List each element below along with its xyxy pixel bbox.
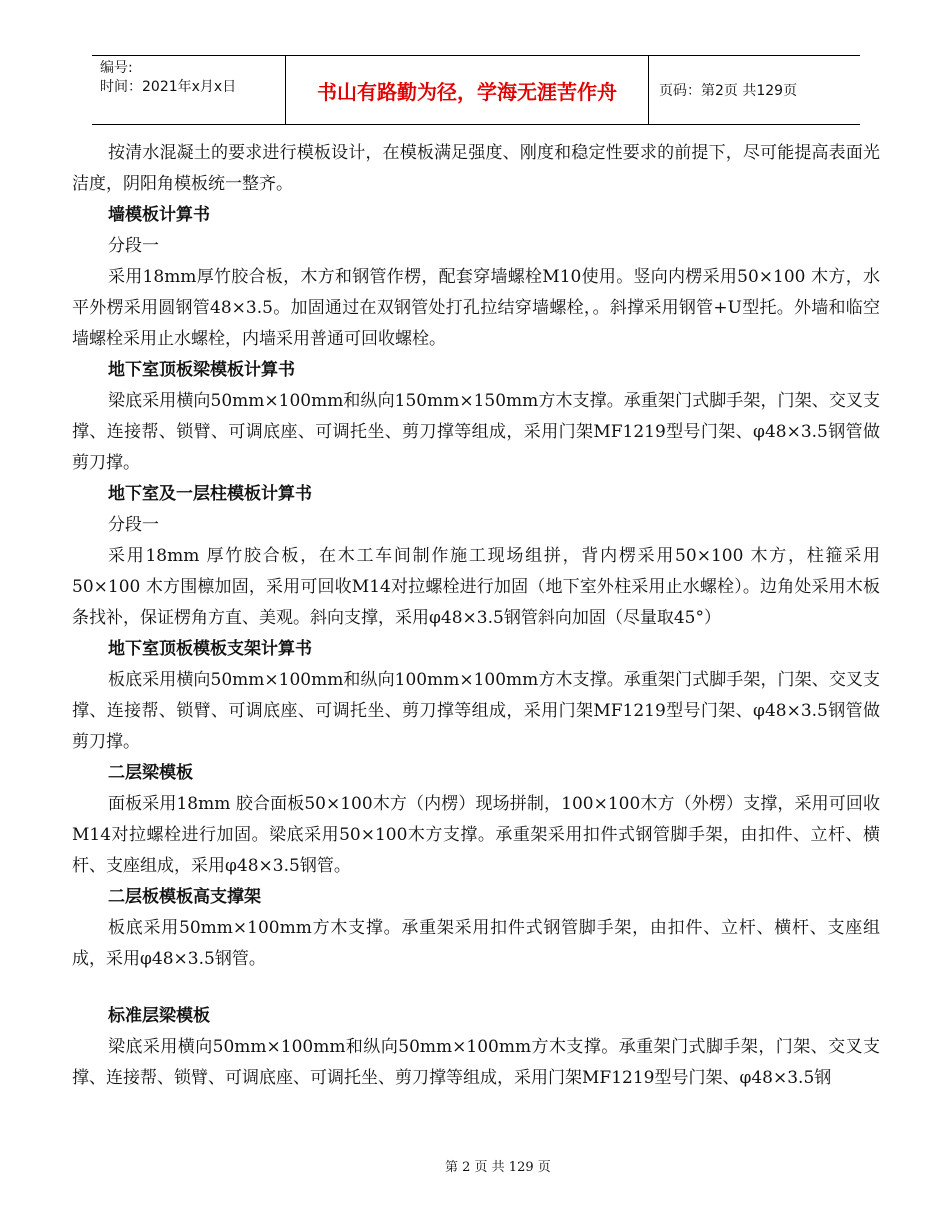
document-body: [72, 138, 880, 1094]
document-number-label: 编号:: [100, 60, 133, 76]
section-heading: 地下室及一层柱模板计算书: [108, 484, 312, 504]
section-paragraph: 板底采用50mm×100mm方木支撑。承重架采用扣件式钢管脚手架，由扣件、立杆、横杆、支座组成，采用φ48×3.5钢管。: [72, 918, 880, 969]
section-heading: 二层板模板高支撑架: [108, 887, 261, 907]
intro-paragraph: 按清水混凝土的要求进行模板设计，在模板满足强度、刚度和稳定性要求的前提下，尽可能提高表面光洁度，阴阳角模板统一整齐。: [72, 143, 880, 194]
section-paragraph: 面板采用18mm 胶合面板50×100木方（内楞）现场拼制，100×100木方（外楞）支撑，采用可回收M14对拉螺栓进行加固。梁底采用50×100木方支撑。承重架采用扣件式钢管脚手架，由扣件、立杆、横杆、支座组成，采用φ48×3.5钢管。: [72, 794, 880, 876]
section-paragraph: 采用18mm 厚竹胶合板，在木工车间制作施工现场组拼，背内楞采用50×100 木方，柱箍采用50×100 木方围檩加固，采用可回收M14对拉螺栓进行加固（地下室外柱采用止水螺栓）。边角处采用木板条找补，保证楞角方直、美观。斜向支撑，采用φ48×3.5钢管斜向加固（尽量取45°）: [72, 546, 880, 628]
section-heading: 地下室顶板模板支架计算书: [108, 639, 312, 659]
section-paragraph: 梁底采用横向50mm×100mm和纵向150mm×150mm方木支撑。承重架门式脚手架，门架、交叉支撑、连接帮、锁臂、可调底座、可调托坐、剪刀撑等组成，采用门架MF1219型号门架、φ48×3.5钢管做剪刀撑。: [72, 391, 880, 473]
header-motto: 书山有路勤为径，学海无涯苦作舟: [285, 56, 649, 124]
section-paragraph: 分段一: [108, 515, 159, 535]
page-header: [92, 55, 860, 125]
section-heading: 标准层梁模板: [108, 1006, 210, 1026]
section-paragraph: 分段一: [108, 236, 159, 256]
section-heading: 地下室顶板梁模板计算书: [108, 360, 295, 380]
section-paragraph: 梁底采用横向50mm×100mm和纵向50mm×100mm方木支撑。承重架门式脚手架，门架、交叉支撑、连接帮、锁臂、可调底座、可调托坐、剪刀撑等组成，采用门架MF1219型号门架、φ48×3.5钢: [72, 1037, 880, 1088]
header-meta: [92, 56, 285, 124]
section-paragraph: 采用18mm厚竹胶合板，木方和钢管作楞，配套穿墙螺栓M10使用。竖向内楞采用50×100 木方，水平外楞采用圆钢管48×3.5。加固通过在双钢管处打孔拉结穿墙螺栓，。斜撑采用钢管+U型托。外墙和临空墙螺栓采用止水螺栓，内墙采用普通可回收螺栓。: [72, 267, 880, 349]
section-heading: 二层梁模板: [108, 763, 193, 783]
page-footer: 第 2 页 共 129 页: [445, 1160, 551, 1175]
header-page-info: 页码：第2页 共129页: [659, 83, 798, 99]
section-heading: 墙模板计算书: [108, 205, 210, 225]
section-paragraph: 板底采用横向50mm×100mm和纵向100mm×100mm方木支撑。承重架门式脚手架，门架、交叉支撑、连接帮、锁臂、可调底座、可调托坐、剪刀撑等组成，采用门架MF1219型号门架、φ48×3.5钢管做剪刀撑。: [72, 670, 880, 752]
document-date: 时间：2021年x月x日: [100, 79, 237, 95]
blank-line: [72, 975, 880, 1001]
